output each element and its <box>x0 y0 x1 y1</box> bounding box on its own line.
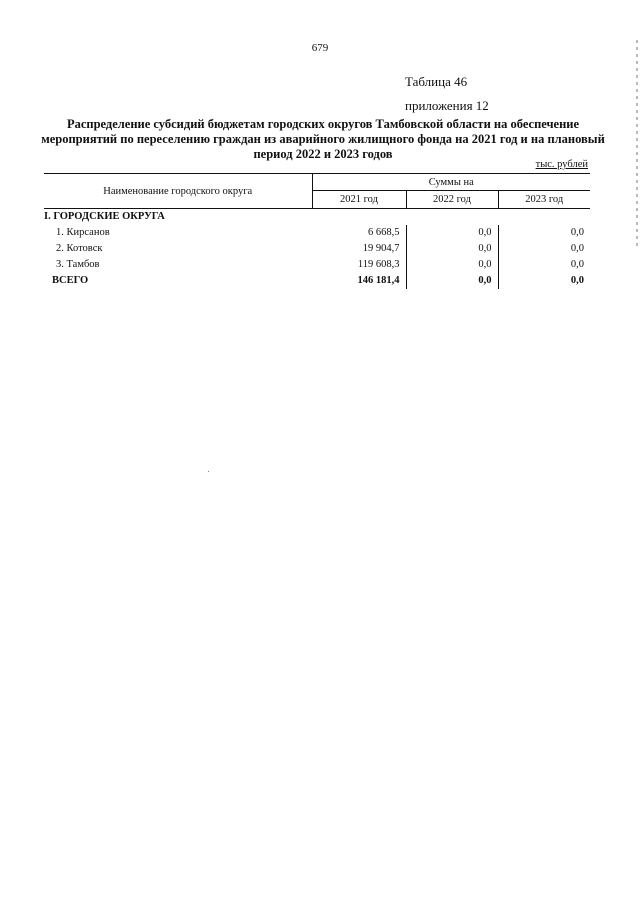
value-2021: 19 904,7 <box>312 241 406 257</box>
column-header-name: Наименование городского округа <box>44 174 312 209</box>
district-name: 1. Кирсанов <box>56 227 110 238</box>
value-2023: 0,0 <box>570 259 584 270</box>
table-row <box>44 225 590 241</box>
total-label: ВСЕГО <box>52 275 89 286</box>
total-row <box>44 273 590 289</box>
value-2021: 6 668,5 <box>312 225 406 241</box>
units-label: тыс. рублей <box>535 159 588 170</box>
table-number: Таблица 46 <box>405 74 468 89</box>
column-header-2023: 2023 год <box>498 191 590 209</box>
value-2022: 0,0 <box>406 241 498 257</box>
table-row <box>44 257 590 273</box>
total-2023: 0,0 <box>570 275 584 286</box>
page-number: 679 <box>311 42 329 54</box>
column-group-header: Суммы на <box>312 174 590 191</box>
section-row <box>44 209 590 226</box>
district-name: 3. Тамбов <box>56 259 100 270</box>
value-2023: 0,0 <box>570 243 584 254</box>
appendix-number: приложения 12 <box>405 98 489 113</box>
scan-speck <box>208 471 209 472</box>
total-2022: 0,0 <box>406 273 498 289</box>
scan-edge-mark <box>636 40 638 250</box>
value-2021: 119 608,3 <box>312 257 406 273</box>
column-header-2022: 2022 год <box>406 191 498 209</box>
value-2022: 0,0 <box>406 257 498 273</box>
section-label: I. ГОРОДСКИЕ ОКРУГА <box>44 211 165 222</box>
value-2022: 0,0 <box>406 225 498 241</box>
value-2023: 0,0 <box>570 227 584 238</box>
district-name: 2. Котовск <box>56 243 103 254</box>
column-header-2021: 2021 год <box>312 191 406 209</box>
subsidy-table <box>44 173 590 289</box>
document-title: Распределение субсидий бюджетам городских округов Тамбовской области на обеспечение мероприятий по переселению граждан из аварийного жилищного фонда на 2021 год и на плановый период 2022 и 2023 годов <box>41 117 605 161</box>
table-row <box>44 241 590 257</box>
table-reference <box>405 70 489 118</box>
total-2021: 146 181,4 <box>312 273 406 289</box>
